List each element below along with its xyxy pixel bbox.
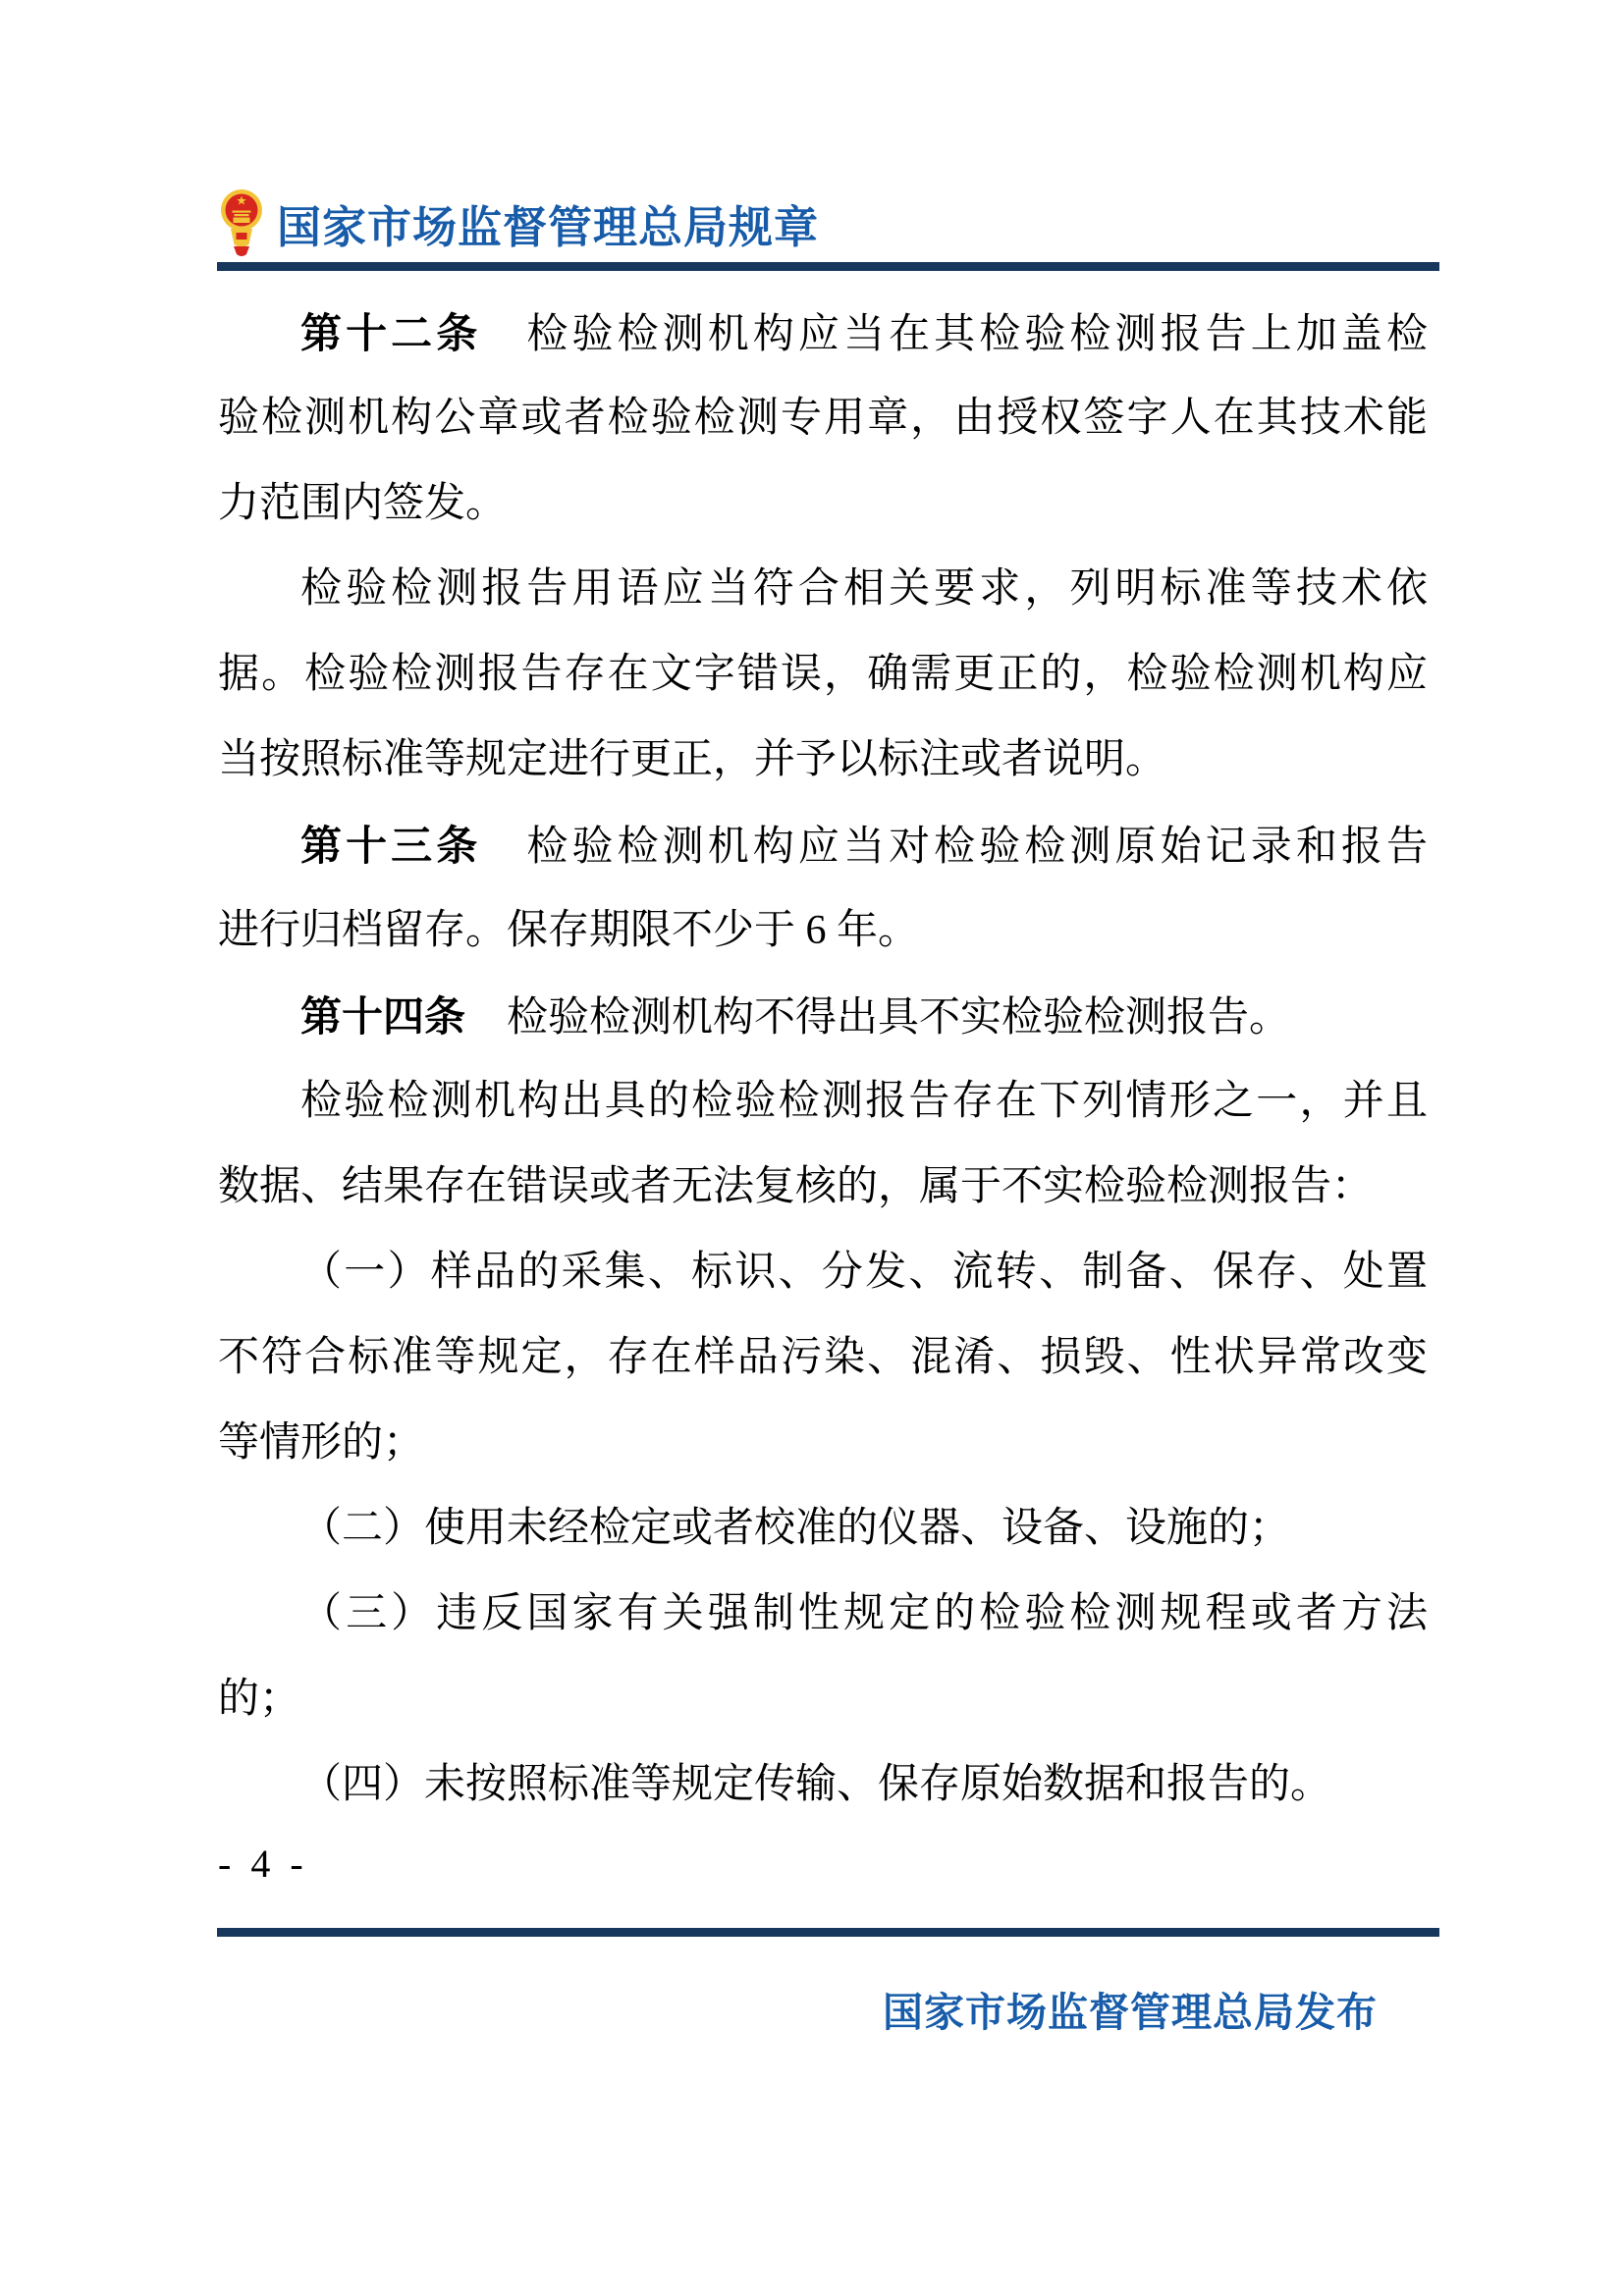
body-line	[218, 291, 1428, 376]
line-text: 当按照标准等规定进行更正，并予以标注或者说明。	[218, 737, 1167, 782]
line-text: （三）违反国家有关强制性规定的检验检测规程或者方法	[300, 1591, 1428, 1636]
footer-publisher: 国家市场监督管理总局发布	[883, 1990, 1378, 2035]
body-line	[218, 1742, 1428, 1828]
body-line	[218, 718, 1428, 803]
line-text: 进行归档留存。保存期限不少于 6 年。	[218, 908, 920, 953]
body-line	[218, 1230, 1428, 1315]
body-line	[218, 1059, 1428, 1145]
line-text: 的；	[218, 1677, 301, 1722]
header-divider	[217, 262, 1439, 271]
line-text: 检验检测机构应当对检验检测原始记录和报告	[522, 825, 1428, 870]
line-text: 检验检测机构不得出具不实检验检测报告。	[507, 995, 1291, 1041]
china-national-emblem-icon	[220, 186, 263, 260]
document-body	[218, 291, 1428, 1828]
line-text: 不符合标准等规定，存在样品污染、混淆、损毁、性状异常改变	[218, 1335, 1428, 1380]
document-header	[220, 183, 819, 263]
body-line	[218, 376, 1428, 461]
line-text: 力范围内签发。	[218, 481, 508, 526]
body-line	[218, 632, 1428, 718]
line-text: 验检测机构公章或者检验检测专用章，由授权签字人在其技术能	[218, 396, 1428, 441]
line-text: 等情形的；	[218, 1420, 425, 1466]
body-line	[218, 888, 1428, 974]
body-line	[218, 803, 1428, 888]
page-number: - 4 -	[218, 1842, 308, 1886]
body-line	[218, 1401, 1428, 1486]
body-line	[218, 461, 1428, 547]
header-title: 国家市场监督管理总局规章	[277, 201, 820, 252]
line-text: 检验检测机构应当在其检验检测报告上加盖检	[522, 312, 1428, 357]
body-line	[218, 1145, 1428, 1230]
body-line	[218, 547, 1428, 632]
line-text: （四）未按照标准等规定传输、保存原始数据和报告的。	[300, 1762, 1332, 1807]
line-text: （二）使用未经检定或者校准的仪器、设备、设施的；	[300, 1506, 1291, 1551]
body-line	[218, 1486, 1428, 1572]
body-line	[218, 1315, 1428, 1401]
footer-divider	[217, 1928, 1439, 1937]
line-text: 数据、结果存在错误或者无法复核的，属于不实检验检测报告：	[218, 1164, 1374, 1209]
article-number: 第十三条	[300, 823, 482, 869]
line-text: 据。检验检测报告存在文字错误，确需更正的，检验检测机构应	[218, 652, 1428, 697]
article-number: 第十二条	[300, 310, 482, 356]
body-line	[218, 1657, 1428, 1742]
line-text: （一）样品的采集、标识、分发、流转、制备、保存、处置	[300, 1250, 1428, 1295]
body-line	[218, 1572, 1428, 1657]
line-text: 检验检测机构出具的检验检测报告存在下列情形之一，并且	[300, 1079, 1428, 1124]
body-line	[218, 974, 1428, 1059]
line-text: 检验检测报告用语应当符合相关要求，列明标准等技术依	[300, 566, 1428, 612]
article-number: 第十四条	[300, 993, 466, 1040]
